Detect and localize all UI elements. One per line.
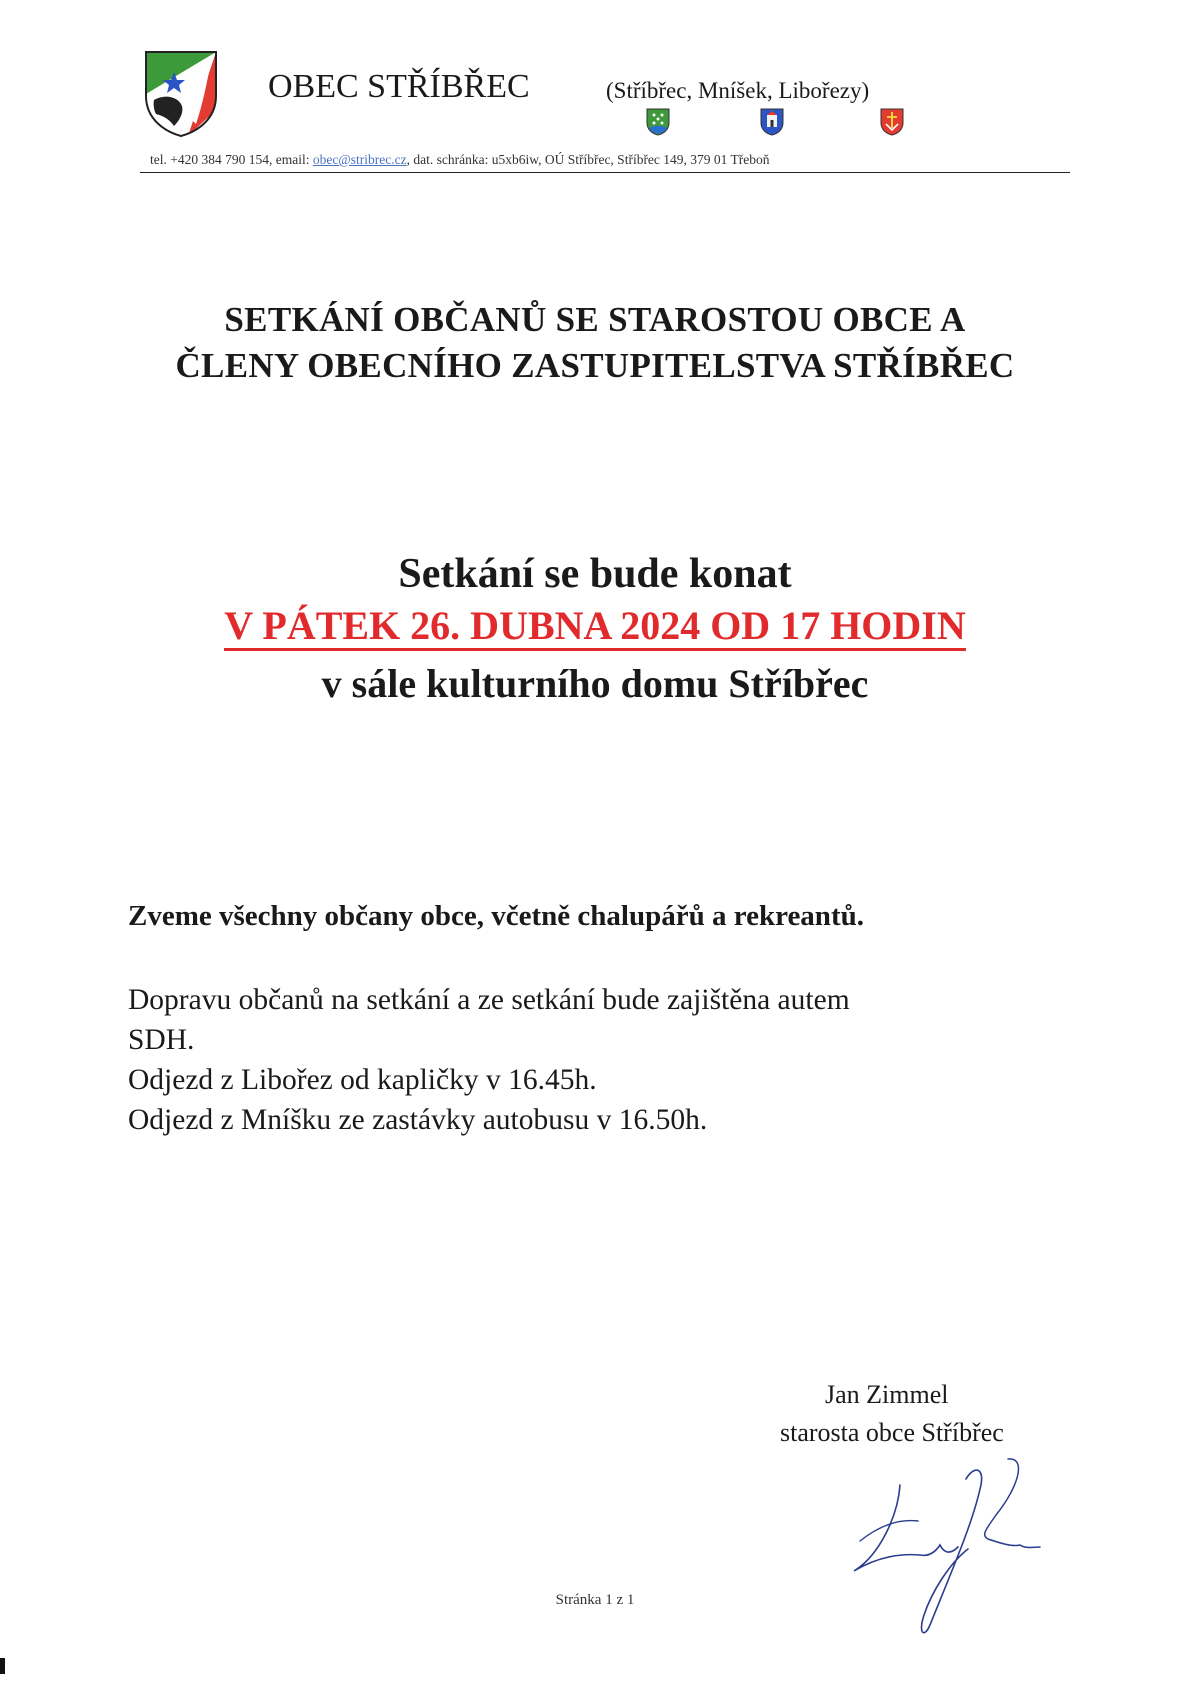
signatory-title: starosta obce Stříbřec xyxy=(780,1418,1004,1447)
header-divider xyxy=(140,172,1070,173)
org-name: OBEC STŘÍBŘEC xyxy=(268,68,530,105)
invitation-text: Zveme všechny občany obce, včetně chalupářů a rekreantů. xyxy=(128,900,864,932)
title-line-2: ČLENY OBECNÍHO ZASTUPITELSTVA STŘÍBŘEC xyxy=(175,346,1015,385)
handwritten-signature xyxy=(840,1455,1060,1645)
village-list: (Stříbřec, Mníšek, Libořezy) xyxy=(606,78,870,103)
mnisek-crest-icon xyxy=(760,108,784,136)
liborezy-crest-icon xyxy=(880,108,904,136)
page-number: Stránka 1 z 1 xyxy=(555,1592,635,1608)
transport-line-1: Dopravu občanů na setkání a ze setkání bude zajištěna autem xyxy=(128,984,850,1016)
email-link[interactable]: obec@stribrec.cz xyxy=(312,152,407,167)
contact-line xyxy=(150,152,770,168)
scan-edge-mark xyxy=(0,1658,5,1674)
signatory-name: Jan Zimmel xyxy=(825,1380,949,1409)
contact-prefix: tel. +420 384 790 154, email: xyxy=(150,152,313,167)
main-crest-icon xyxy=(144,50,218,138)
meeting-venue: v sále kulturního domu Stříbřec xyxy=(321,661,869,706)
stribrec-crest-icon xyxy=(646,108,670,136)
departure-mnisek: Odjezd z Mníšku ze zastávky autobusu v 16.50h. xyxy=(128,1104,708,1136)
meeting-date-text: V PÁTEK 26. DUBNA 2024 OD 17 HODIN xyxy=(224,603,966,651)
meeting-date xyxy=(90,602,1100,649)
departure-liborezy: Odjezd z Libořez od kapličky v 16.45h. xyxy=(128,1064,597,1096)
title-line-1: SETKÁNÍ OBČANŮ SE STAROSTOU OBCE A xyxy=(224,300,966,339)
transport-line-2: SDH. xyxy=(128,1024,195,1056)
meeting-intro: Setkání se bude konat xyxy=(398,551,792,597)
contact-suffix: , dat. schránka: u5xb6iw, OÚ Stříbřec, Stříbřec 149, 379 01 Třeboň xyxy=(406,152,770,167)
